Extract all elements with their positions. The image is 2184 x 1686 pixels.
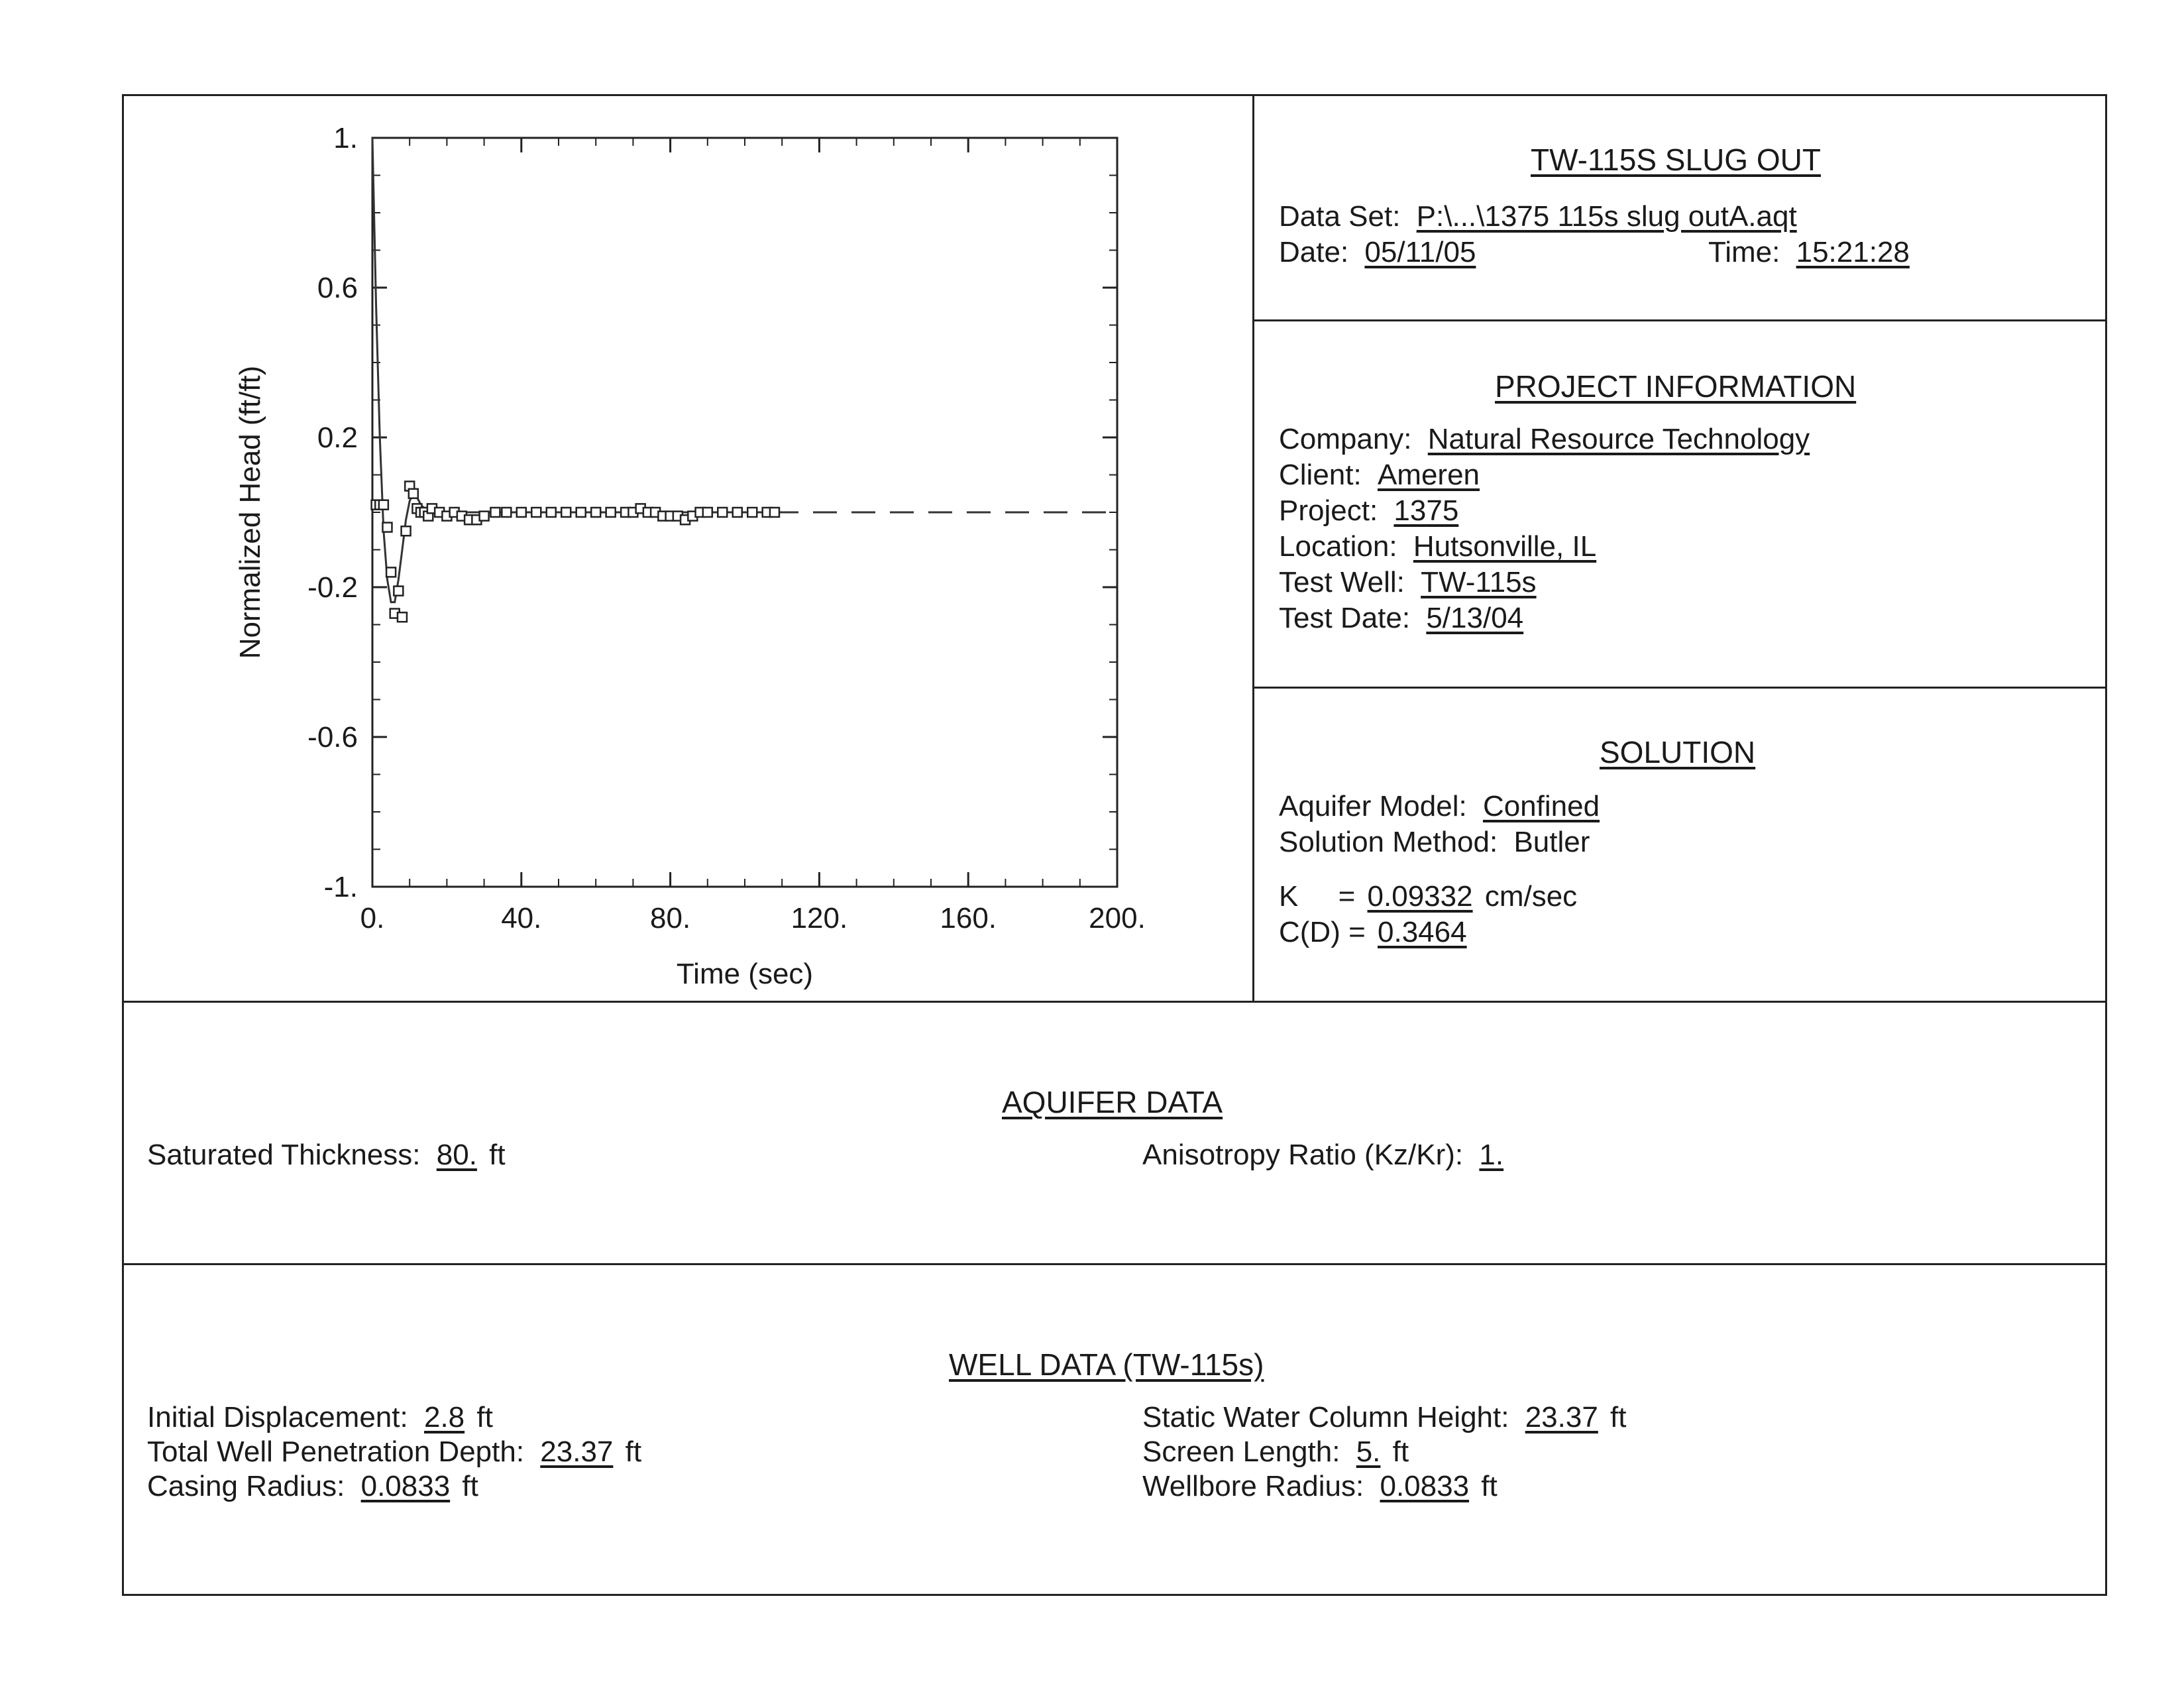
screen-row <box>1142 1434 1409 1470</box>
data-point <box>379 500 388 510</box>
company-label: Company: <box>1279 423 1412 455</box>
client-label: Client: <box>1279 459 1362 491</box>
project-label: Project: <box>1279 494 1378 527</box>
report-title: TW-115S SLUG OUT <box>1531 142 1821 177</box>
x-tick-label: 120. <box>791 902 848 934</box>
project-value: 1375 <box>1393 494 1459 527</box>
static-label: Static Water Column Height: <box>1142 1401 1509 1433</box>
time-label: Time: <box>1708 236 1780 268</box>
penetration-value: 23.37 <box>540 1435 614 1468</box>
x-axis-label: Time (sec) <box>676 958 814 990</box>
data-point <box>402 526 411 535</box>
company-value: Natural Resource Technology <box>1427 423 1810 455</box>
curves <box>372 138 1117 602</box>
solution-heading: SOLUTION <box>1600 735 1756 769</box>
casing-label: Casing Radius: <box>147 1470 345 1502</box>
time-row <box>1708 235 1910 270</box>
aquifer-heading: AQUIFER DATA <box>1002 1085 1223 1119</box>
anisotropy-value: 1. <box>1479 1139 1504 1171</box>
thickness-row <box>147 1137 506 1173</box>
y-tick-label: 1. <box>333 122 358 154</box>
location-value: Hutsonville, IL <box>1413 530 1597 563</box>
x-tick-label: 0. <box>360 902 385 934</box>
company-row <box>1279 422 1810 457</box>
k-equals: = <box>1338 880 1356 913</box>
y-tick-label: -0.2 <box>307 571 358 604</box>
k-label: K <box>1279 880 1299 913</box>
wellbore-value: 0.0833 <box>1380 1470 1470 1502</box>
x-tick-label: 160. <box>940 902 997 934</box>
x-tick-label: 80. <box>650 902 691 934</box>
anisotropy-row <box>1142 1137 1503 1173</box>
x-tick-labels <box>360 902 1146 934</box>
data-point <box>409 489 418 498</box>
data-point <box>606 508 616 517</box>
method-value: Butler <box>1513 826 1590 858</box>
aquifer-model-label: Aquifer Model: <box>1279 790 1467 822</box>
data-point <box>502 508 511 517</box>
anisotropy-label: Anisotropy Ratio (Kz/Kr): <box>1142 1139 1464 1171</box>
project-row <box>1279 493 1458 529</box>
data-point <box>576 508 586 517</box>
data-point <box>561 508 571 517</box>
static-unit: ft <box>1610 1401 1627 1433</box>
penetration-label: Total Well Penetration Depth: <box>147 1435 525 1468</box>
test-well-value: TW-115s <box>1421 566 1537 598</box>
casing-row <box>147 1469 478 1504</box>
location-label: Location: <box>1279 530 1397 563</box>
cd-value: 0.3464 <box>1378 916 1467 948</box>
y-tick-label: -0.6 <box>307 721 358 754</box>
cd-label: C(D) = <box>1279 916 1366 948</box>
data-set-label: Data Set: <box>1279 200 1401 233</box>
x-tick-label: 40. <box>501 902 542 934</box>
casing-unit: ft <box>462 1470 478 1502</box>
k-value: 0.09332 <box>1367 880 1473 913</box>
method-label: Solution Method: <box>1279 826 1498 858</box>
data-point <box>703 508 712 517</box>
casing-value: 0.0833 <box>360 1470 451 1502</box>
static-value: 23.37 <box>1525 1401 1598 1433</box>
initial-unit: ft <box>476 1401 493 1433</box>
well-heading: WELL DATA (TW-115s) <box>949 1347 1264 1382</box>
y-tick-label: 0.6 <box>317 272 358 304</box>
wellbore-label: Wellbore Radius: <box>1142 1470 1364 1502</box>
location-row <box>1279 529 1596 565</box>
data-point <box>517 508 526 517</box>
aquifer-model-row <box>1279 789 1600 824</box>
initial-label: Initial Displacement: <box>147 1401 408 1433</box>
test-date-row <box>1279 600 1523 636</box>
data-point <box>382 523 392 532</box>
y-axis-label: Normalized Head (ft/ft) <box>234 365 266 659</box>
test-date-value: 5/13/04 <box>1426 602 1524 634</box>
penetration-unit: ft <box>625 1435 642 1468</box>
data-point <box>386 567 396 577</box>
data-set-value: P:\...\1375 115s slug outA.aqt <box>1416 200 1797 233</box>
data-point <box>547 508 556 517</box>
wellbore-row <box>1142 1469 1498 1504</box>
data-point <box>398 612 407 622</box>
y-tick-label: 0.2 <box>317 422 358 454</box>
wellbore-unit: ft <box>1481 1470 1498 1502</box>
data-point <box>747 508 757 517</box>
test-well-label: Test Well: <box>1279 566 1405 598</box>
client-row <box>1279 457 1480 493</box>
client-value: Ameren <box>1377 459 1480 491</box>
y-tick-label: -1. <box>323 871 358 903</box>
data-point <box>733 508 742 517</box>
initial-value: 2.8 <box>423 1401 465 1433</box>
screen-label: Screen Length: <box>1142 1435 1340 1468</box>
time-value: 15:21:28 <box>1796 236 1910 268</box>
thickness-label: Saturated Thickness: <box>147 1139 421 1171</box>
date-row <box>1279 235 1476 270</box>
markers <box>372 481 779 622</box>
static-row <box>1142 1400 1627 1435</box>
screen-unit: ft <box>1392 1435 1409 1468</box>
thickness-unit: ft <box>489 1139 506 1171</box>
data-point <box>490 508 500 517</box>
data-point <box>394 587 403 596</box>
screen-value: 5. <box>1356 1435 1381 1468</box>
x-tick-label: 200. <box>1089 902 1146 934</box>
data-point <box>591 508 600 517</box>
date-value: 05/11/05 <box>1364 236 1476 268</box>
y-tick-labels <box>307 122 358 903</box>
cd-row <box>1279 915 1467 950</box>
fitted-curve <box>372 138 775 602</box>
initial-row <box>147 1400 493 1435</box>
method-row <box>1279 824 1590 860</box>
data-point <box>480 512 489 521</box>
data-point <box>531 508 541 517</box>
data-point <box>770 508 779 517</box>
test-well-row <box>1279 565 1537 600</box>
thickness-value: 80. <box>436 1139 477 1171</box>
date-label: Date: <box>1279 236 1349 268</box>
test-date-label: Test Date: <box>1279 602 1411 634</box>
penetration-row <box>147 1434 641 1470</box>
data-set-row <box>1279 199 1797 235</box>
k-unit: cm/sec <box>1484 880 1578 913</box>
project-heading: PROJECT INFORMATION <box>1495 369 1857 404</box>
k-row <box>1279 879 1577 915</box>
data-point <box>718 508 727 517</box>
aquifer-model-value: Confined <box>1482 790 1600 822</box>
